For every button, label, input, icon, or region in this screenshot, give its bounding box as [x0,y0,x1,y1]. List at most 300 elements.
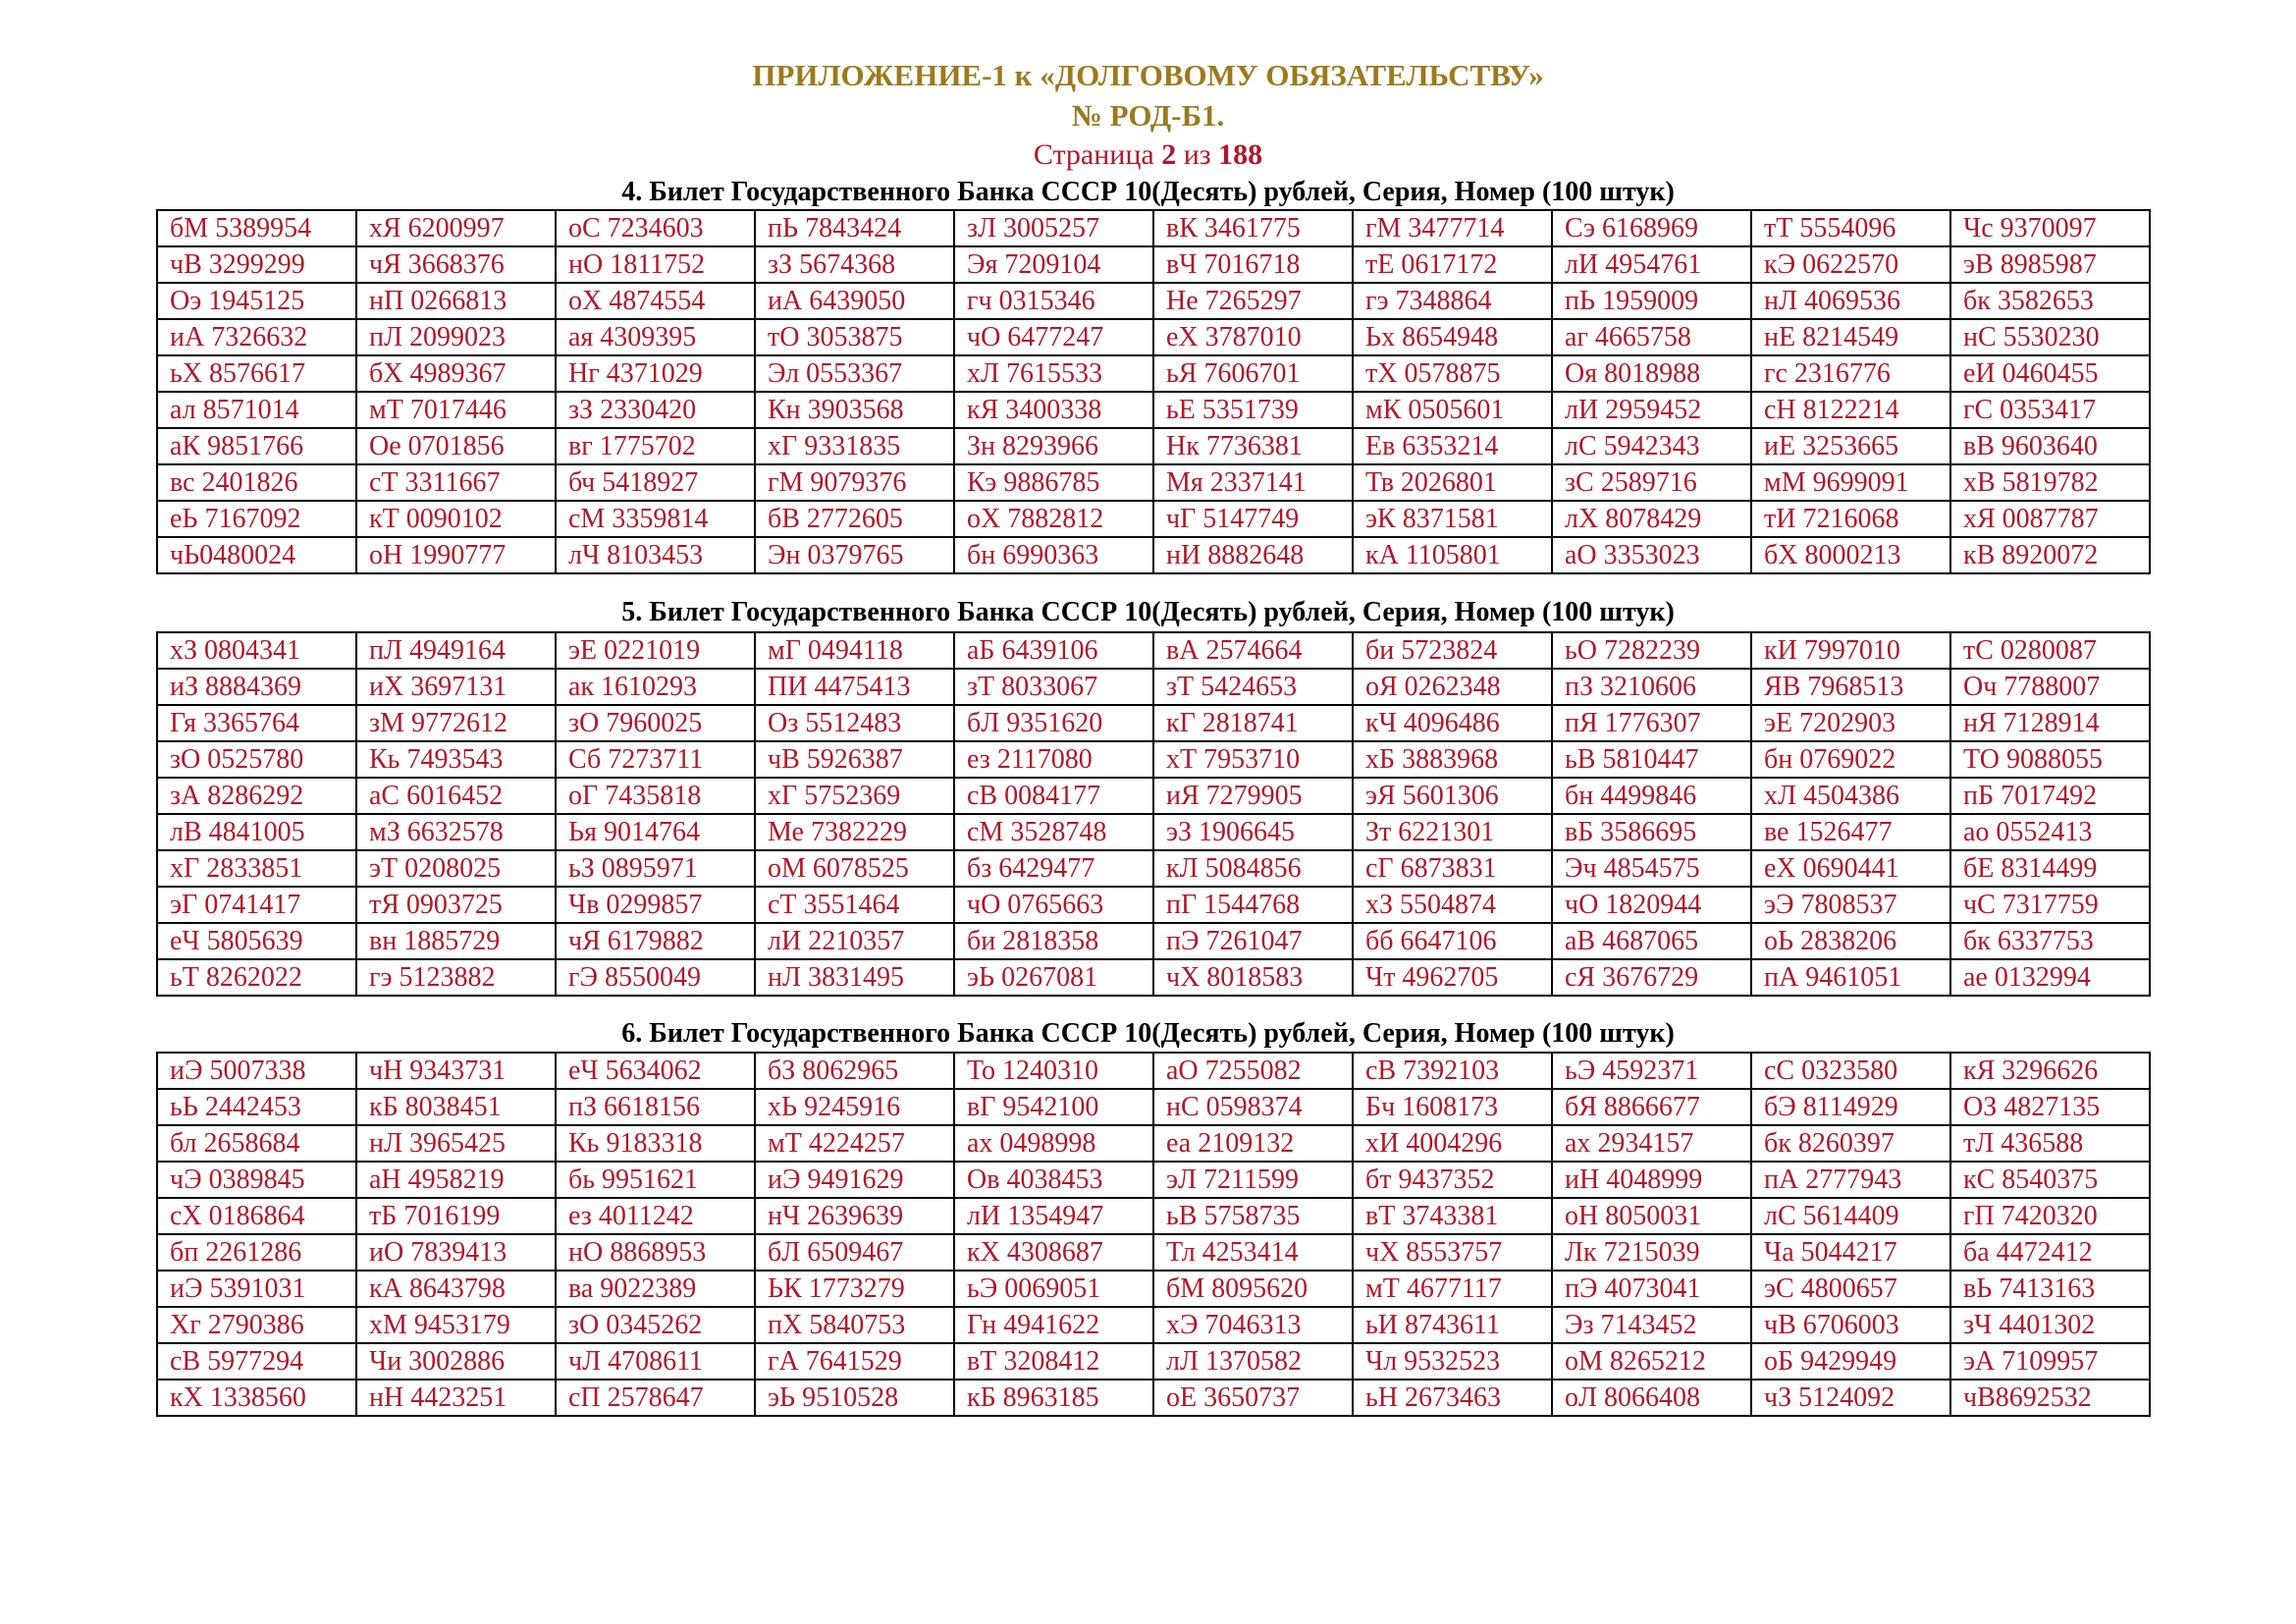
serial-cell: чЬ0480024 [157,537,356,573]
serials-table-6 [156,1052,2151,1417]
serial-cell: Хг 2790386 [157,1307,356,1343]
serial-cell: ЬК 1773279 [755,1271,954,1307]
serial-cell: иА 7326632 [157,319,356,355]
serial-cell: Кэ 9886785 [954,464,1153,501]
serial-cell: чВ 5926387 [755,741,954,778]
serial-cell: тТ 5554096 [1751,210,1950,246]
serial-cell: эС 4800657 [1751,1271,1950,1307]
serial-cell: аО 7255082 [1153,1053,1353,1089]
serial-cell: хЯ 6200997 [356,210,556,246]
serial-cell: бЭ 8114929 [1751,1089,1950,1125]
serial-cell: Ча 5044217 [1751,1234,1950,1271]
page-of-label: из [1183,138,1211,171]
serial-cell: чН 9343731 [356,1053,556,1089]
serial-cell: мТ 4224257 [755,1125,954,1162]
serial-cell: эЛ 7211599 [1153,1162,1353,1198]
serial-cell: хЗ 0804341 [157,632,356,669]
table-row [157,464,2150,501]
serial-cell: Сб 7273711 [556,741,755,778]
serials-table-5 [156,631,2151,997]
serial-cell: хГ 5752369 [755,778,954,814]
serial-cell: зЗ 2330420 [556,392,755,428]
serial-cell: Чт 4962705 [1353,959,1552,996]
serial-cell: чЭ 0389845 [157,1162,356,1198]
serial-cell: хИ 4004296 [1353,1125,1552,1162]
section-title-4: 4. Билет Государственного Банка СССР 10(Десять) рублей, Серия, Номер (100 штук) [621,177,1675,207]
serial-cell: еЬ 7167092 [157,501,356,537]
serial-cell: бт 9437352 [1353,1162,1552,1198]
serial-cell: пА 2777943 [1751,1162,1950,1198]
serial-cell: ах 2934157 [1552,1125,1751,1162]
serial-cell: тИ 7216068 [1751,501,1950,537]
serial-cell: иЭ 5007338 [157,1053,356,1089]
serial-cell: лИ 2210357 [755,923,954,959]
serial-cell: сМ 3528748 [954,814,1153,850]
serial-cell: оЛ 8066408 [1552,1380,1751,1416]
serial-cell: кЭ 0622570 [1751,246,1950,283]
serial-cell: Оч 7788007 [1950,669,2150,705]
serial-cell: бХ 4989367 [356,355,556,392]
table-row [157,1307,2150,1343]
serial-cell: сМ 3359814 [556,501,755,537]
serial-cell: Зн 8293966 [954,428,1153,464]
serial-cell: ьН 2673463 [1353,1380,1552,1416]
serial-cell: ТО 9088055 [1950,741,2150,778]
serial-cell: зЗ 5674368 [755,246,954,283]
serial-cell: пЛ 4949164 [356,632,556,669]
serial-cell: тХ 0578875 [1353,355,1552,392]
serial-cell: иЗ 8884369 [157,669,356,705]
serial-cell: гс 2316776 [1751,355,1950,392]
serial-cell: ьТ 8262022 [157,959,356,996]
serial-cell: ьЬ 2442453 [157,1089,356,1125]
serial-cell: вн 1885729 [356,923,556,959]
serial-cell: чЯ 6179882 [556,923,755,959]
serial-cell: ез 2117080 [954,741,1153,778]
serial-cell: тЕ 0617172 [1353,246,1552,283]
table-row [157,814,2150,850]
serial-cell: чГ 5147749 [1153,501,1353,537]
serial-cell: лС 5942343 [1552,428,1751,464]
serial-cell: эА 7109957 [1950,1343,2150,1380]
table-row [157,392,2150,428]
table-row [157,1053,2150,1089]
serial-cell: Нк 7736381 [1153,428,1353,464]
serial-cell: бк 6337753 [1950,923,2150,959]
serial-cell: еХ 3787010 [1153,319,1353,355]
serial-cell: кЯ 3296626 [1950,1053,2150,1089]
table-row [157,355,2150,392]
serial-cell: сВ 0084177 [954,778,1153,814]
serial-cell: пЭ 4073041 [1552,1271,1751,1307]
serial-cell: чО 0765663 [954,887,1153,923]
serial-cell: сВ 7392103 [1353,1053,1552,1089]
serial-cell: бн 4499846 [1552,778,1751,814]
serial-cell: гА 7641529 [755,1343,954,1380]
serial-cell: еа 2109132 [1153,1125,1353,1162]
serial-cell: оН 1990777 [356,537,556,573]
serial-cell: еЧ 5634062 [556,1053,755,1089]
serial-cell: еХ 0690441 [1751,850,1950,887]
serial-cell: мК 0505601 [1353,392,1552,428]
serial-cell: бб 6647106 [1353,923,1552,959]
serial-cell: чО 6477247 [954,319,1153,355]
serial-cell: вг 1775702 [556,428,755,464]
serial-cell: Ьх 8654948 [1353,319,1552,355]
serial-cell: гМ 3477714 [1353,210,1552,246]
serial-cell: хМ 9453179 [356,1307,556,1343]
document-number: № РОД-Б1. [1071,98,1225,133]
serial-cell: гМ 9079376 [755,464,954,501]
table-row [157,705,2150,741]
serial-cell: ьВ 5810447 [1552,741,1751,778]
serial-cell: эЯ 5601306 [1353,778,1552,814]
serial-cell: оЯ 0262348 [1353,669,1552,705]
serial-cell: нС 0598374 [1153,1089,1353,1125]
serial-cell: кЯ 3400338 [954,392,1153,428]
serial-cell: ьЯ 7606701 [1153,355,1353,392]
serial-cell: зЧ 4401302 [1950,1307,2150,1343]
serial-cell: нН 4423251 [356,1380,556,1416]
serial-cell: кА 1105801 [1353,537,1552,573]
serial-cell: чС 7317759 [1950,887,2150,923]
table-row [157,1125,2150,1162]
serial-cell: иЭ 9491629 [755,1162,954,1198]
serial-cell: бМ 5389954 [157,210,356,246]
table-row [157,501,2150,537]
serial-cell: эК 8371581 [1353,501,1552,537]
serial-cell: бк 3582653 [1950,283,2150,319]
serial-cell: зМ 9772612 [356,705,556,741]
serial-cell: ОЗ 4827135 [1950,1089,2150,1125]
serial-cell: лС 5614409 [1751,1198,1950,1234]
serial-cell: мМ 9699091 [1751,464,1950,501]
serial-cell: лИ 4954761 [1552,246,1751,283]
serial-cell: оХ 7882812 [954,501,1153,537]
serial-cell: Оз 5512483 [755,705,954,741]
serial-cell: еЧ 5805639 [157,923,356,959]
serial-cell: хЗ 5504874 [1353,887,1552,923]
serial-cell: бВ 2772605 [755,501,954,537]
serial-cell: тЯ 0903725 [356,887,556,923]
table-row [157,669,2150,705]
serial-cell: оС 7234603 [556,210,755,246]
table-row [157,632,2150,669]
serial-cell: Лк 7215039 [1552,1234,1751,1271]
serial-cell: аН 4958219 [356,1162,556,1198]
serial-cell: ао 0552413 [1950,814,2150,850]
serial-cell: ьИ 8743611 [1353,1307,1552,1343]
serial-cell: вБ 3586695 [1552,814,1751,850]
table-row [157,1198,2150,1234]
serial-cell: бн 6990363 [954,537,1153,573]
serial-cell: Оя 8018988 [1552,355,1751,392]
serial-cell: тС 0280087 [1950,632,2150,669]
serial-cell: бЯ 8866677 [1552,1089,1751,1125]
serial-cell: Чи 3002886 [356,1343,556,1380]
serial-cell: бк 8260397 [1751,1125,1950,1162]
serial-cell: зС 2589716 [1552,464,1751,501]
serial-cell: иН 4048999 [1552,1162,1751,1198]
serial-cell: вс 2401826 [157,464,356,501]
serial-cell: хЭ 7046313 [1153,1307,1353,1343]
serial-cell: аБ 6439106 [954,632,1153,669]
serial-cell: хВ 5819782 [1950,464,2150,501]
serial-cell: пА 9461051 [1751,959,1950,996]
table-row [157,1343,2150,1380]
serial-cell: би 5723824 [1353,632,1552,669]
serial-cell: вТ 3208412 [954,1343,1153,1380]
serial-cell: кГ 2818741 [1153,705,1353,741]
table-row [157,778,2150,814]
serial-cell: чХ 8553757 [1353,1234,1552,1271]
serial-cell: эЕ 0221019 [556,632,755,669]
serial-cell: чВ 6706003 [1751,1307,1950,1343]
table-row [157,1089,2150,1125]
serial-cell: лВ 4841005 [157,814,356,850]
document-title: ПРИЛОЖЕНИЕ-1 к «ДОЛГОВОМУ ОБЯЗАТЕЛЬСТВУ» [752,58,1544,92]
serial-cell: хЛ 4504386 [1751,778,1950,814]
serial-cell: ьВ 5758735 [1153,1198,1353,1234]
serial-cell: бз 6429477 [954,850,1153,887]
serial-cell: нП 0266813 [356,283,556,319]
serial-cell: Тв 2026801 [1353,464,1552,501]
serial-cell: нЛ 4069536 [1751,283,1950,319]
serial-cell: Кь 7493543 [356,741,556,778]
serial-cell: Сэ 6168969 [1552,210,1751,246]
serial-cell: кХ 1338560 [157,1380,356,1416]
serials-table-4 [156,209,2151,574]
serial-cell: Эя 7209104 [954,246,1153,283]
serial-cell: мТ 7017446 [356,392,556,428]
table-row [157,1234,2150,1271]
serial-cell: иЭ 5391031 [157,1271,356,1307]
serial-cell: пГ 1544768 [1153,887,1353,923]
serial-cell: нЛ 3965425 [356,1125,556,1162]
serial-cell: бЛ 6509467 [755,1234,954,1271]
serial-cell: пБ 7017492 [1950,778,2150,814]
serial-cell: хТ 7953710 [1153,741,1353,778]
serial-cell: нЯ 7128914 [1950,705,2150,741]
serial-cell: нЛ 3831495 [755,959,954,996]
serial-cell: нС 5530230 [1950,319,2150,355]
serial-cell: ба 4472412 [1950,1234,2150,1271]
serial-cell: кТ 0090102 [356,501,556,537]
serial-cell: иЯ 7279905 [1153,778,1353,814]
serial-cell: бМ 8095620 [1153,1271,1353,1307]
serial-cell: иО 7839413 [356,1234,556,1271]
serial-cell: хЬ 9245916 [755,1089,954,1125]
serial-cell: ва 9022389 [556,1271,755,1307]
serial-cell: бЗ 8062965 [755,1053,954,1089]
serial-cell: кЧ 4096486 [1353,705,1552,741]
serial-cell: Эн 0379765 [755,537,954,573]
serial-cell: кБ 8963185 [954,1380,1153,1416]
serial-cell: вА 2574664 [1153,632,1353,669]
serial-cell: чВ8692532 [1950,1380,2150,1416]
serial-cell: пЗ 3210606 [1552,669,1751,705]
table-row [157,246,2150,283]
page-label: Страница [1033,138,1154,171]
serial-cell: зТ 8033067 [954,669,1153,705]
serial-cell: иХ 3697131 [356,669,556,705]
serial-cell: ал 8571014 [157,392,356,428]
serial-cell: эТ 0208025 [356,850,556,887]
table-row [157,959,2150,996]
serial-cell: Нг 4371029 [556,355,755,392]
serial-cell: нО 8868953 [556,1234,755,1271]
serial-cell: зЛ 3005257 [954,210,1153,246]
serial-cell: ьЭ 0069051 [954,1271,1153,1307]
serial-cell: бн 0769022 [1751,741,1950,778]
serial-cell: Чл 9532523 [1353,1343,1552,1380]
serial-cell: чО 1820944 [1552,887,1751,923]
serial-cell: зА 8286292 [157,778,356,814]
serial-cell: оХ 4874554 [556,283,755,319]
serial-cell: Зт 6221301 [1353,814,1552,850]
serial-cell: лЧ 8103453 [556,537,755,573]
serial-cell: ах 0498998 [954,1125,1153,1162]
serial-cell: лЛ 1370582 [1153,1343,1353,1380]
serial-cell: сХ 0186864 [157,1198,356,1234]
serial-cell: бХ 8000213 [1751,537,1950,573]
serial-cell: Гя 3365764 [157,705,356,741]
serial-cell: нИ 8882648 [1153,537,1353,573]
serial-cell: чХ 8018583 [1153,959,1353,996]
serial-cell: эВ 8985987 [1950,246,2150,283]
serial-cell: тБ 7016199 [356,1198,556,1234]
serial-cell: гч 0315346 [954,283,1153,319]
serial-cell: ьЕ 5351739 [1153,392,1353,428]
serial-cell: зО 0525780 [157,741,356,778]
serial-cell: аК 9851766 [157,428,356,464]
serial-cell: хЯ 0087787 [1950,501,2150,537]
serial-cell: Кн 3903568 [755,392,954,428]
serial-cell: Ов 4038453 [954,1162,1153,1198]
serial-cell: пЯ 1776307 [1552,705,1751,741]
serial-cell: гП 7420320 [1950,1198,2150,1234]
serial-cell: пЬ 7843424 [755,210,954,246]
serial-cell: вЬ 7413163 [1950,1271,2150,1307]
serial-cell: сТ 3551464 [755,887,954,923]
serial-cell: бЛ 9351620 [954,705,1153,741]
table-row [157,319,2150,355]
serial-cell: Чс 9370097 [1950,210,2150,246]
table-row [157,1271,2150,1307]
serial-cell: чВ 3299299 [157,246,356,283]
section-title-5: 5. Билет Государственного Банка СССР 10(Десять) рублей, Серия, Номер (100 штук) [621,597,1675,627]
serial-cell: пЗ 6618156 [556,1089,755,1125]
serial-cell: кХ 4308687 [954,1234,1153,1271]
serial-cell: лХ 8078429 [1552,501,1751,537]
serial-cell: оМ 6078525 [755,850,954,887]
serial-cell: сН 8122214 [1751,392,1950,428]
serial-cell: чЛ 4708611 [556,1343,755,1380]
serial-cell: кС 8540375 [1950,1162,2150,1198]
serial-cell: эГ 0741417 [157,887,356,923]
serial-cell: оЬ 2838206 [1751,923,1950,959]
table-row [157,210,2150,246]
serial-cell: бп 2261286 [157,1234,356,1271]
table-row [157,887,2150,923]
serial-cell: сП 2578647 [556,1380,755,1416]
serial-cell: хБ 3883968 [1353,741,1552,778]
serial-cell: хЛ 7615533 [954,355,1153,392]
table-row [157,1380,2150,1416]
serial-cell: би 2818358 [954,923,1153,959]
serial-cell: Эч 4854575 [1552,850,1751,887]
table-row [157,428,2150,464]
serial-cell: нЕ 8214549 [1751,319,1950,355]
serial-cell: Эз 7143452 [1552,1307,1751,1343]
serial-cell: ьО 7282239 [1552,632,1751,669]
serial-cell: лИ 1354947 [954,1198,1153,1234]
serial-cell: Бч 1608173 [1353,1089,1552,1125]
serial-cell: иЕ 3253665 [1751,428,1950,464]
serial-cell: пХ 5840753 [755,1307,954,1343]
serial-cell: эЭ 7808537 [1751,887,1950,923]
serial-cell: Тл 4253414 [1153,1234,1353,1271]
table-row [157,850,2150,887]
serial-cell: То 1240310 [954,1053,1153,1089]
table-row [157,741,2150,778]
serial-cell: иА 6439050 [755,283,954,319]
serial-cell: зО 0345262 [556,1307,755,1343]
table-row [157,537,2150,573]
serial-cell: ае 0132994 [1950,959,2150,996]
serial-cell: вТ 3743381 [1353,1198,1552,1234]
section-title-6: 6. Билет Государственного Банка СССР 10(Десять) рублей, Серия, Номер (100 штук) [621,1018,1675,1049]
table-row [157,923,2150,959]
serial-cell: ез 4011242 [556,1198,755,1234]
serial-cell: сС 0323580 [1751,1053,1950,1089]
serial-cell: ак 1610293 [556,669,755,705]
serial-cell: сВ 5977294 [157,1343,356,1380]
serial-cell: мГ 0494118 [755,632,954,669]
serial-cell: Чв 0299857 [556,887,755,923]
serial-cell: сТ 3311667 [356,464,556,501]
serial-cell: ьЭ 4592371 [1552,1053,1751,1089]
serial-cell: бЕ 8314499 [1950,850,2150,887]
serial-cell: гэ 7348864 [1353,283,1552,319]
serial-cell: оЕ 3650737 [1153,1380,1353,1416]
serial-cell: эЬ 9510528 [755,1380,954,1416]
serial-cell: зТ 5424653 [1153,669,1353,705]
serial-cell: Не 7265297 [1153,283,1353,319]
serial-cell: Ев 6353214 [1353,428,1552,464]
serial-cell: тЛ 436588 [1950,1125,2150,1162]
serial-cell: пЛ 2099023 [356,319,556,355]
serial-cell: эЕ 7202903 [1751,705,1950,741]
serial-cell: мТ 4677117 [1353,1271,1552,1307]
serial-cell: вК 3461775 [1153,210,1353,246]
page-indicator [0,136,2296,174]
serial-cell: вВ 9603640 [1950,428,2150,464]
serial-cell: чЗ 5124092 [1751,1380,1950,1416]
serial-cell: гЭ 8550049 [556,959,755,996]
serial-cell: ПИ 4475413 [755,669,954,705]
table-row [157,283,2150,319]
serial-cell: кЛ 5084856 [1153,850,1353,887]
page-total: 188 [1218,138,1263,171]
serial-cell: вГ 9542100 [954,1089,1153,1125]
serial-cell: ЯВ 7968513 [1751,669,1950,705]
serial-cell: эЗ 1906645 [1153,814,1353,850]
serial-cell: лИ 2959452 [1552,392,1751,428]
serial-cell: эЬ 0267081 [954,959,1153,996]
serial-cell: сЯ 3676729 [1552,959,1751,996]
serial-cell: нЧ 2639639 [755,1198,954,1234]
